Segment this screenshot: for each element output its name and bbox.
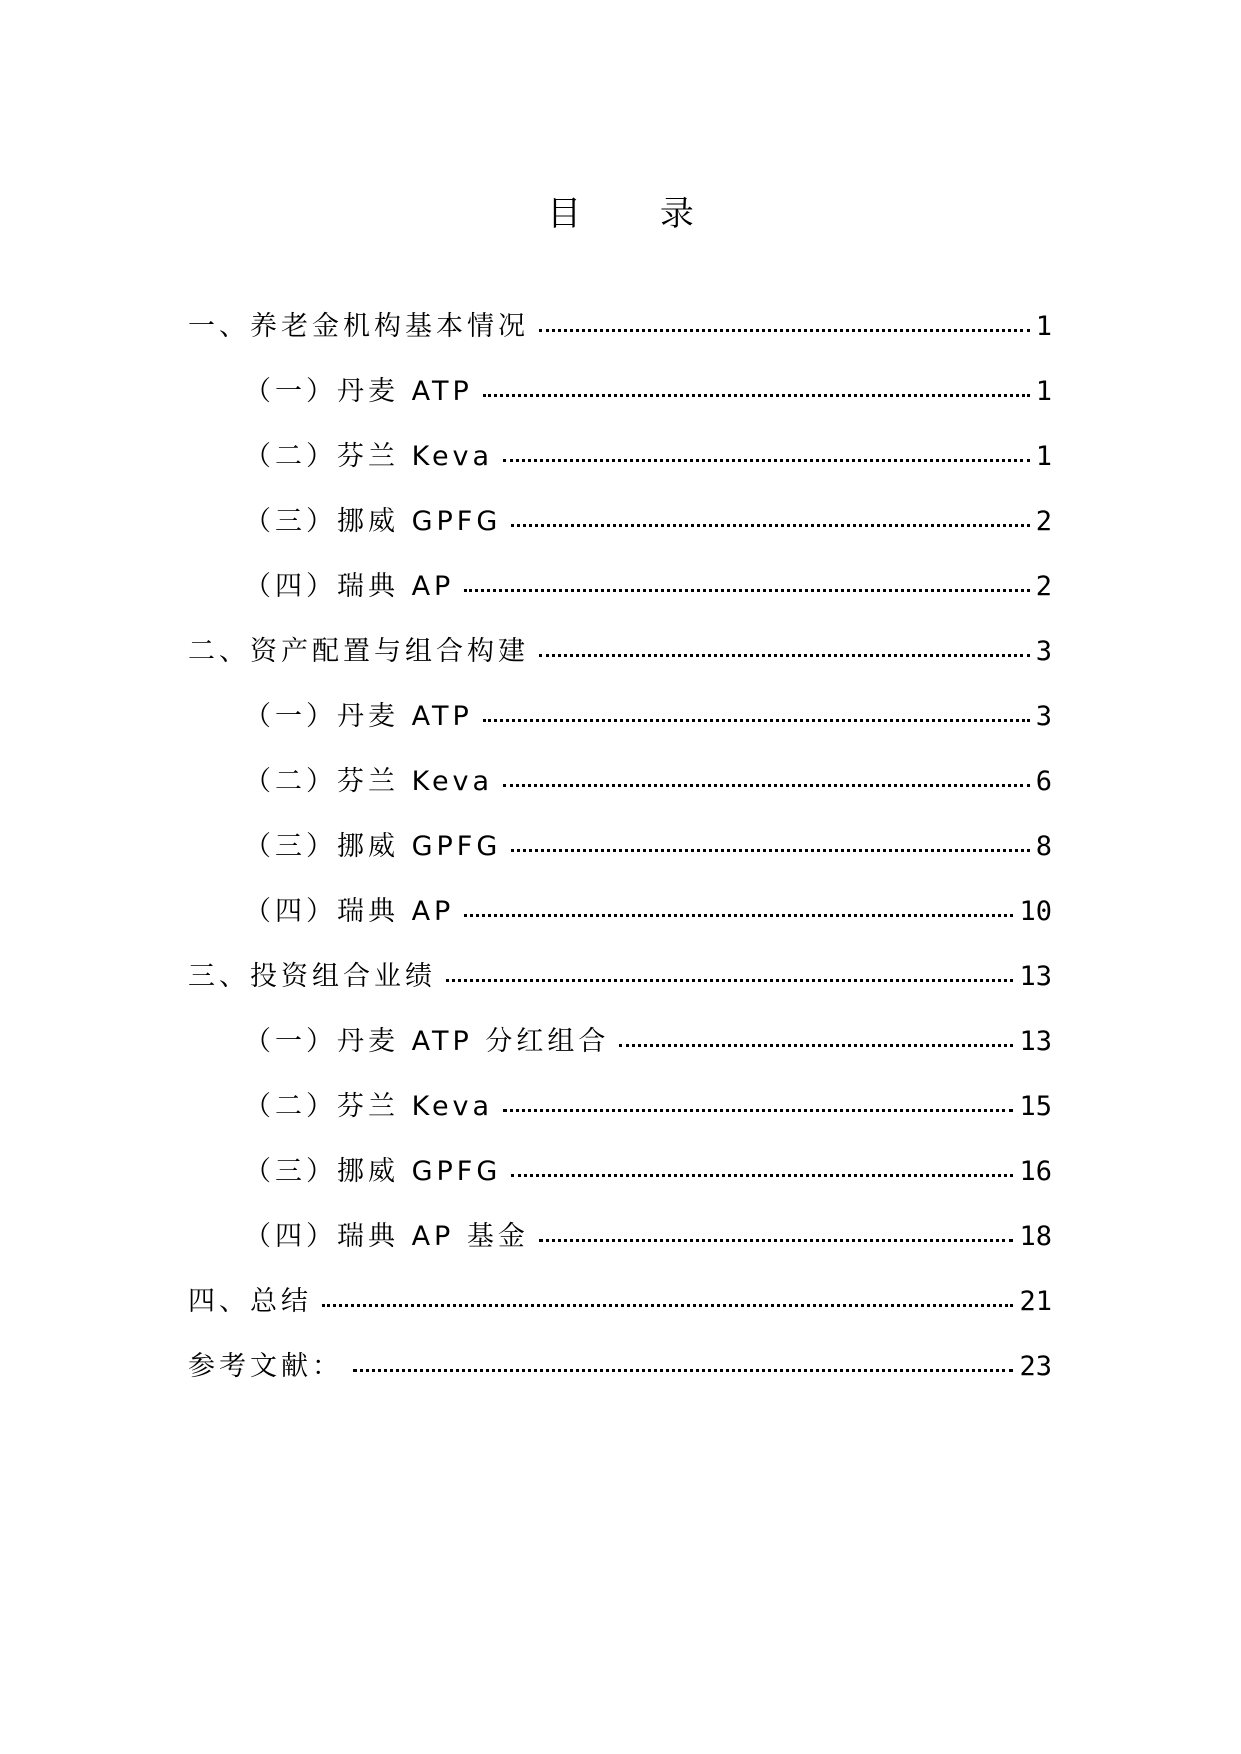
dot-leader <box>464 914 1013 917</box>
dot-leader <box>322 1304 1013 1307</box>
toc-entry-text: （一）丹麦 ATP <box>244 701 473 732</box>
dot-leader <box>511 524 1029 527</box>
toc-page-number: 3 <box>1035 701 1052 732</box>
toc-entry-text: （四）瑞典 AP <box>244 896 455 927</box>
dot-leader <box>503 784 1030 787</box>
toc-entry[interactable] <box>188 960 1052 1025</box>
toc-page-number: 13 <box>1019 961 1052 992</box>
toc-title: 目 录 <box>547 194 728 234</box>
toc-entry-text: （一）丹麦 ATP 分红组合 <box>244 1026 610 1057</box>
dot-leader <box>483 394 1030 397</box>
toc-entry[interactable] <box>188 1285 1052 1350</box>
toc-page-number: 3 <box>1035 636 1052 667</box>
dot-leader <box>483 719 1030 722</box>
toc-page-number: 21 <box>1019 1286 1052 1317</box>
dot-leader <box>503 1109 1013 1112</box>
toc-page-number: 2 <box>1035 571 1052 602</box>
toc-entry[interactable] <box>188 895 1052 960</box>
toc-entry-text: （二）芬兰 Keva <box>244 1091 494 1122</box>
toc-entry[interactable] <box>188 310 1052 375</box>
dot-leader <box>619 1044 1013 1047</box>
toc-entry[interactable] <box>188 1155 1052 1220</box>
toc-entry[interactable] <box>188 1220 1052 1285</box>
dot-leader <box>539 654 1030 657</box>
toc-page-number: 18 <box>1019 1221 1052 1252</box>
toc-entry-text: （一）丹麦 ATP <box>244 376 473 407</box>
toc-entry-text: （四）瑞典 AP 基金 <box>244 1221 529 1252</box>
toc-page-number: 6 <box>1035 766 1052 797</box>
toc-entry-text: （三）挪威 GPFG <box>244 831 502 862</box>
dot-leader <box>511 849 1029 852</box>
toc-entry-text: （三）挪威 GPFG <box>244 1156 502 1187</box>
toc-entry[interactable] <box>188 830 1052 895</box>
toc-page-number: 10 <box>1019 896 1052 927</box>
toc-page-number: 2 <box>1035 506 1052 537</box>
toc-page-number: 1 <box>1035 311 1052 342</box>
toc-entry-text: （三）挪威 GPFG <box>244 506 502 537</box>
dot-leader <box>503 459 1030 462</box>
table-of-contents <box>188 310 1052 1415</box>
dot-leader <box>446 979 1013 982</box>
toc-entry-text: （四）瑞典 AP <box>244 571 455 602</box>
toc-page-number: 15 <box>1019 1091 1052 1122</box>
toc-entry-text: （二）芬兰 Keva <box>244 441 494 472</box>
dot-leader <box>539 1239 1014 1242</box>
toc-entry[interactable] <box>188 1090 1052 1155</box>
toc-entry-text: 二、资产配置与组合构建 <box>188 636 529 667</box>
toc-entry-text: （二）芬兰 Keva <box>244 766 494 797</box>
dot-leader <box>353 1369 1013 1372</box>
toc-entry[interactable] <box>188 1350 1052 1415</box>
toc-entry[interactable] <box>188 375 1052 440</box>
toc-entry-text: 三、投资组合业绩 <box>188 961 436 992</box>
dot-leader <box>511 1174 1013 1177</box>
toc-entry[interactable] <box>188 440 1052 505</box>
toc-entry-text: 参考文献： <box>188 1351 343 1382</box>
toc-entry[interactable] <box>188 700 1052 765</box>
toc-page-number: 1 <box>1035 441 1052 472</box>
dot-leader <box>464 589 1029 592</box>
toc-page-number: 8 <box>1035 831 1052 862</box>
dot-leader <box>539 329 1030 332</box>
toc-entry[interactable] <box>188 635 1052 700</box>
toc-entry[interactable] <box>188 570 1052 635</box>
toc-entry-text: 四、总结 <box>188 1286 312 1317</box>
toc-entry[interactable] <box>188 505 1052 570</box>
toc-page-number: 23 <box>1019 1351 1052 1382</box>
toc-page-number: 16 <box>1019 1156 1052 1187</box>
toc-page-number: 13 <box>1019 1026 1052 1057</box>
toc-entry[interactable] <box>188 1025 1052 1090</box>
toc-entry-text: 一、养老金机构基本情况 <box>188 311 529 342</box>
toc-page-number: 1 <box>1035 376 1052 407</box>
toc-entry[interactable] <box>188 765 1052 830</box>
